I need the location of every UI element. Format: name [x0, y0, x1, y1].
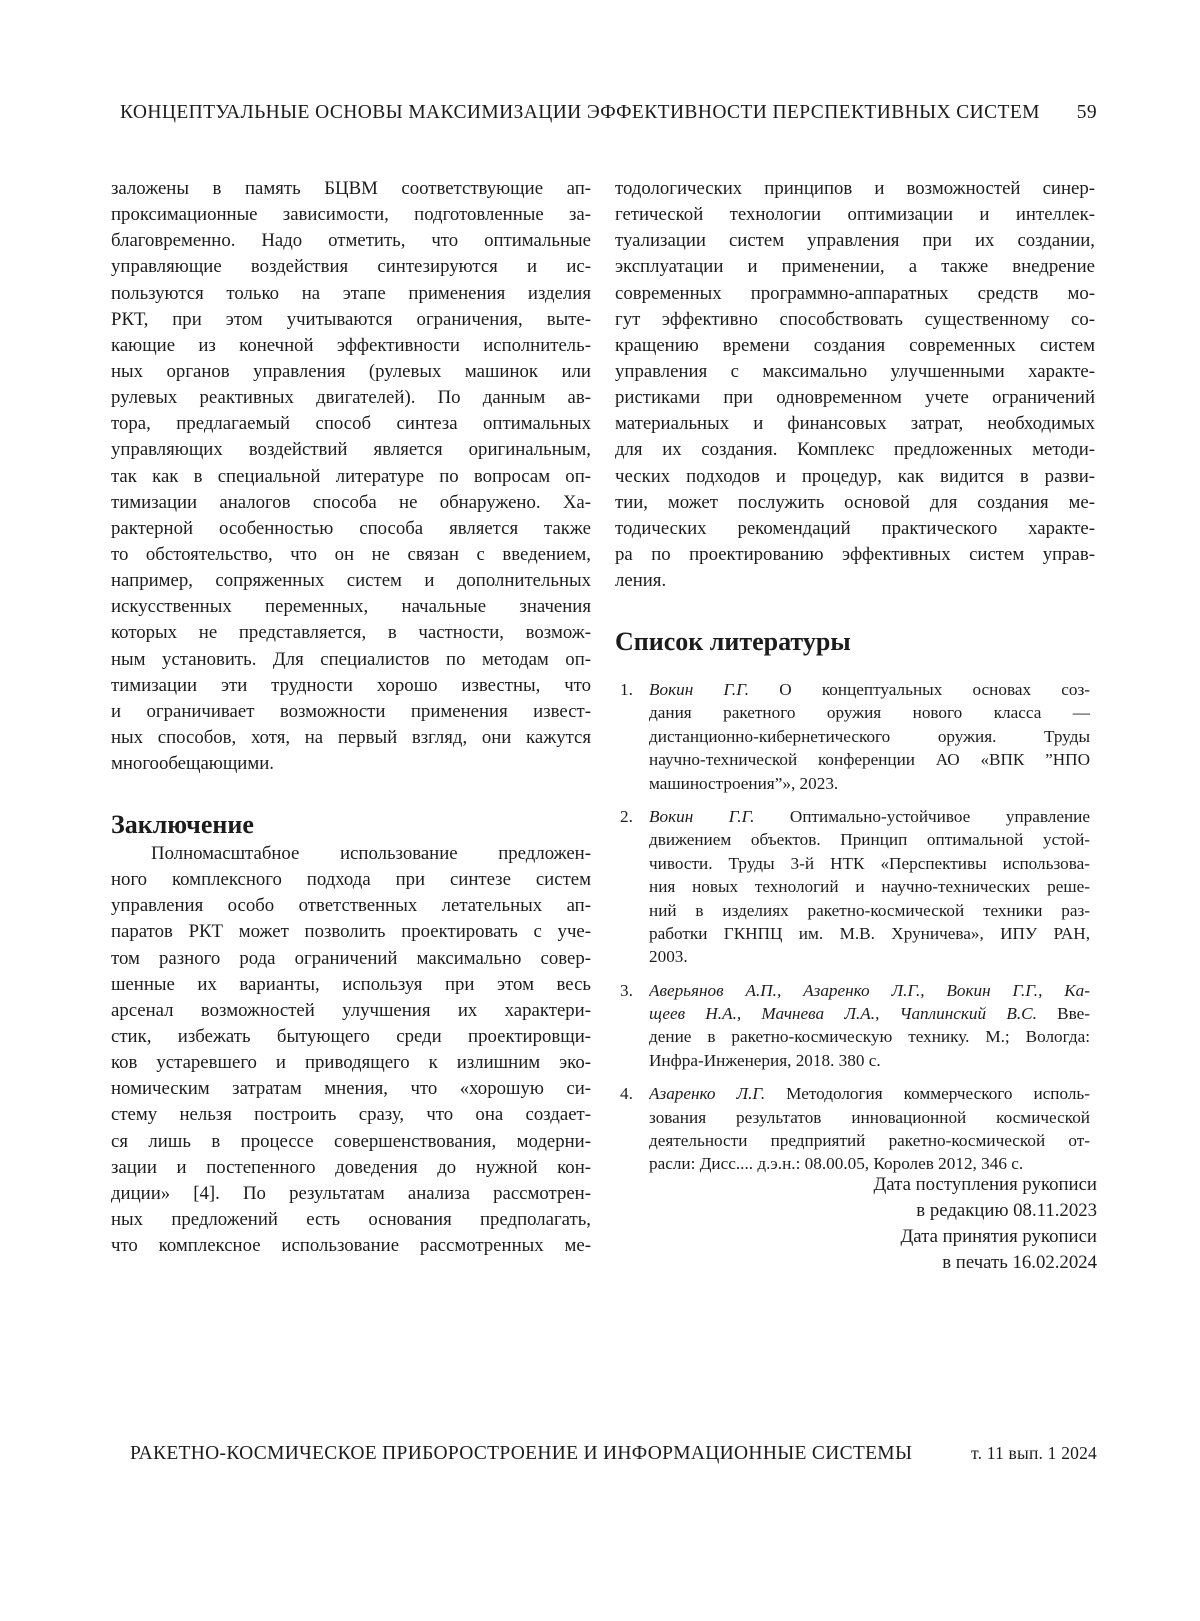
reference-text: О концептуальных основах соз-	[749, 680, 1090, 699]
reference-text: Методология коммерческого исполь-	[765, 1084, 1090, 1104]
text-line: тодических рекомендаций практического характе-	[615, 517, 1095, 539]
text-line: управляющие воздействия синтезируются и ис-	[111, 256, 591, 278]
text-line: тимизации эти трудности хорошо известны, что	[111, 674, 591, 696]
reference-item	[620, 1082, 1090, 1176]
text-line: ся лишь в процессе совершенствования, модерни-	[111, 1130, 591, 1152]
reference-text: работки ГКНПЦ им. М.В. Хруничева», ИПУ РАН,	[649, 923, 1090, 943]
text-line: паратов РКТ может позволить проектировать с уче-	[111, 921, 591, 943]
text-line: ным установить. Для специалистов по методам оп-	[111, 648, 591, 670]
reference-number: 2.	[620, 806, 633, 826]
text-line: рулевых реактивных двигателей). По данным ав-	[111, 387, 591, 409]
reference-text: научно-технической конференции АО «ВПК ”НПО	[649, 750, 1090, 770]
left-column	[111, 176, 591, 777]
date-received-label: Дата поступления рукописи	[873, 1174, 1097, 1195]
reference-number: 1.	[620, 680, 633, 699]
text-line: зации и постепенного доведения до нужной кон-	[111, 1156, 591, 1178]
reference-text: 2003.	[649, 947, 688, 967]
text-line: управления с максимально улучшенными характе-	[615, 360, 1095, 382]
reference-authors: Азаренко Л.Г.	[649, 1084, 766, 1104]
reference-authors: Вокин Г.Г.	[649, 806, 755, 826]
text-line: проксимационные зависимости, подготовленные за-	[111, 204, 591, 226]
text-line: современных программно-аппаратных средств мо-	[615, 282, 1095, 304]
page-number: 59	[1076, 102, 1097, 123]
references-heading: Список литературы	[615, 627, 851, 656]
text-line: номическим затратам мнения, что «хорошую си-	[111, 1078, 591, 1100]
reference-item	[620, 678, 1090, 795]
date-accepted-label: Дата принятия рукописи	[900, 1226, 1097, 1247]
reference-authors: щеев Н.А., Мачнева Л.А., Чаплинский В.С.	[649, 1004, 1037, 1024]
reference-text: Инфра-Инженерия, 2018. 380 с.	[649, 1050, 881, 1070]
text-line: том разного рода ограничений максимально совер-	[111, 947, 591, 969]
text-line: и ограничивает возможности применения извест-	[111, 700, 591, 722]
reference-item	[620, 979, 1090, 1073]
journal-volume: т. 11 вып. 1 2024	[971, 1443, 1097, 1463]
text-line: стик, избежать бытующего среди проектировщи-	[111, 1025, 591, 1047]
text-line: рактерной особенностью способа является также	[111, 517, 591, 539]
text-line: тии, может послужить основой для создания ме-	[615, 491, 1095, 513]
reference-text: расли: Дисс.... д.э.н.: 08.00.05, Королев 2012, 346 с.	[649, 1154, 1024, 1174]
text-line: тора, предлагаемый способ синтеза оптимальных	[111, 413, 591, 435]
text-line: управляющих воздействий является оригинальным,	[111, 439, 591, 461]
text-line: гетической технологии оптимизации и интеллек-	[615, 204, 1095, 226]
text-line: диции» [4]. По результатам анализа рассмотрен-	[111, 1182, 591, 1204]
text-line: что комплексное использование рассмотренных ме-	[111, 1235, 591, 1257]
text-line: туализации систем управления при их создании,	[615, 230, 1095, 252]
text-line: гут эффективно способствовать существенному со-	[615, 308, 1095, 330]
reference-text: ний в изделиях ракетно-космической техники раз-	[649, 900, 1090, 920]
date-accepted-value: в печать 16.02.2024	[942, 1252, 1097, 1273]
text-line: ков устаревшего и приводящего к излишним эко-	[111, 1052, 591, 1074]
text-line: ных органов управления (рулевых машинок или	[111, 360, 591, 382]
reference-number: 4.	[620, 1084, 633, 1104]
journal-title: РАКЕТНО-КОСМИЧЕСКОЕ ПРИБОРОСТРОЕНИЕ И ИНФОРМАЦИОННЫЕ СИСТЕМЫ	[130, 1443, 913, 1464]
running-header	[120, 102, 1097, 124]
text-line: РКТ, при этом учитываются ограничения, выте-	[111, 308, 591, 330]
text-line: кающие из конечной эффективности исполнитель-	[111, 334, 591, 356]
reference-number: 3.	[620, 980, 633, 1000]
date-received-value: в редакцию 08.11.2023	[916, 1200, 1097, 1221]
text-line: Полномасштабное использование предложен-	[151, 843, 591, 864]
reference-text: ния новых технологий и научно-технических реше-	[649, 877, 1090, 897]
body-paragraph	[111, 176, 591, 777]
text-line: которых не представляется, в частности, возмож-	[111, 622, 591, 644]
text-line: ного комплексного подхода при синтезе систем	[111, 869, 591, 891]
text-line: например, сопряженных систем и дополнительных	[111, 570, 591, 592]
running-footer	[130, 1443, 1097, 1465]
reference-text: дистанционно-кибернетического оружия. Труды	[649, 726, 1090, 746]
reference-text: Оптимально-устойчивое управление	[754, 806, 1090, 826]
text-line: ческих подходов и процедур, как видится в разви-	[615, 465, 1095, 487]
reference-text: чивости. Труды 3-й НТК «Перспективы использова-	[649, 853, 1090, 873]
text-line: ристиками при одновременном учете ограничений	[615, 387, 1095, 409]
reference-text: зования результатов инновационной космической	[649, 1107, 1090, 1127]
reference-authors: Аверьянов А.П., Азаренко Л.Г., Вокин Г.Г., Ка-	[649, 980, 1090, 1000]
reference-text: деятельности предприятий ракетно-космической от-	[649, 1131, 1090, 1151]
text-line: то обстоятельство, что он не связан с введением,	[111, 543, 591, 565]
text-line: кращению времени создания современных систем	[615, 334, 1095, 356]
text-line: благовременно. Надо отметить, что оптимальные	[111, 230, 591, 252]
text-line: тодологических принципов и возможностей синер-	[615, 178, 1095, 199]
references-list	[620, 678, 1090, 1186]
text-line: тимизации аналогов способа не обнаружено. Ха-	[111, 491, 591, 513]
text-line: так как в специальной литературе по вопросам оп-	[111, 465, 591, 487]
text-line: эксплуатации и применении, а также внедрение	[615, 256, 1095, 278]
reference-text: дания ракетного оружия нового класса —	[649, 703, 1090, 723]
text-line: арсенал возможностей улучшения их характери-	[111, 999, 591, 1021]
conclusion-heading: Заключение	[111, 810, 254, 839]
conclusion-paragraph	[111, 841, 591, 1259]
text-line: искусственных переменных, начальные значения	[111, 596, 591, 618]
text-line: материальных и финансовых затрат, необходимых	[615, 413, 1095, 435]
manuscript-dates	[873, 1172, 1097, 1276]
text-line: ления.	[615, 570, 667, 592]
right-column	[615, 176, 1095, 594]
text-line: для их создания. Комплекс предложенных методи-	[615, 439, 1095, 461]
reference-text: дение в ракетно-космическую технику. М.; Вологда:	[649, 1027, 1090, 1047]
text-line: ных предложений есть основания предполагать,	[111, 1208, 591, 1230]
text-line: стему нельзя построить сразу, что она создает-	[111, 1104, 591, 1126]
text-line: шенные их варианты, используя при этом весь	[111, 973, 591, 995]
reference-text: машиностроения”», 2023.	[649, 773, 839, 793]
text-line: заложены в память БЦВМ соответствующие ап-	[111, 178, 591, 199]
text-line: многообещающими.	[111, 753, 274, 775]
reference-authors: Вокин Г.Г.	[649, 680, 750, 699]
text-line: ра по проектированию эффективных систем управ-	[615, 543, 1095, 565]
running-header-title: КОНЦЕПТУАЛЬНЫЕ ОСНОВЫ МАКСИМИЗАЦИИ ЭФФЕКТИВНОСТИ ПЕРСПЕКТИВНЫХ СИСТЕМ	[120, 102, 1040, 123]
reference-text: Вве-	[1036, 1004, 1090, 1024]
text-line: пользуются только на этапе применения изделия	[111, 282, 591, 304]
reference-text: движением объектов. Принцип оптимальной устой-	[649, 830, 1090, 850]
text-line: ных способов, хотя, на первый взгляд, они кажутся	[111, 726, 591, 748]
text-line: управления особо ответственных летательных ап-	[111, 895, 591, 917]
reference-item	[620, 805, 1090, 969]
